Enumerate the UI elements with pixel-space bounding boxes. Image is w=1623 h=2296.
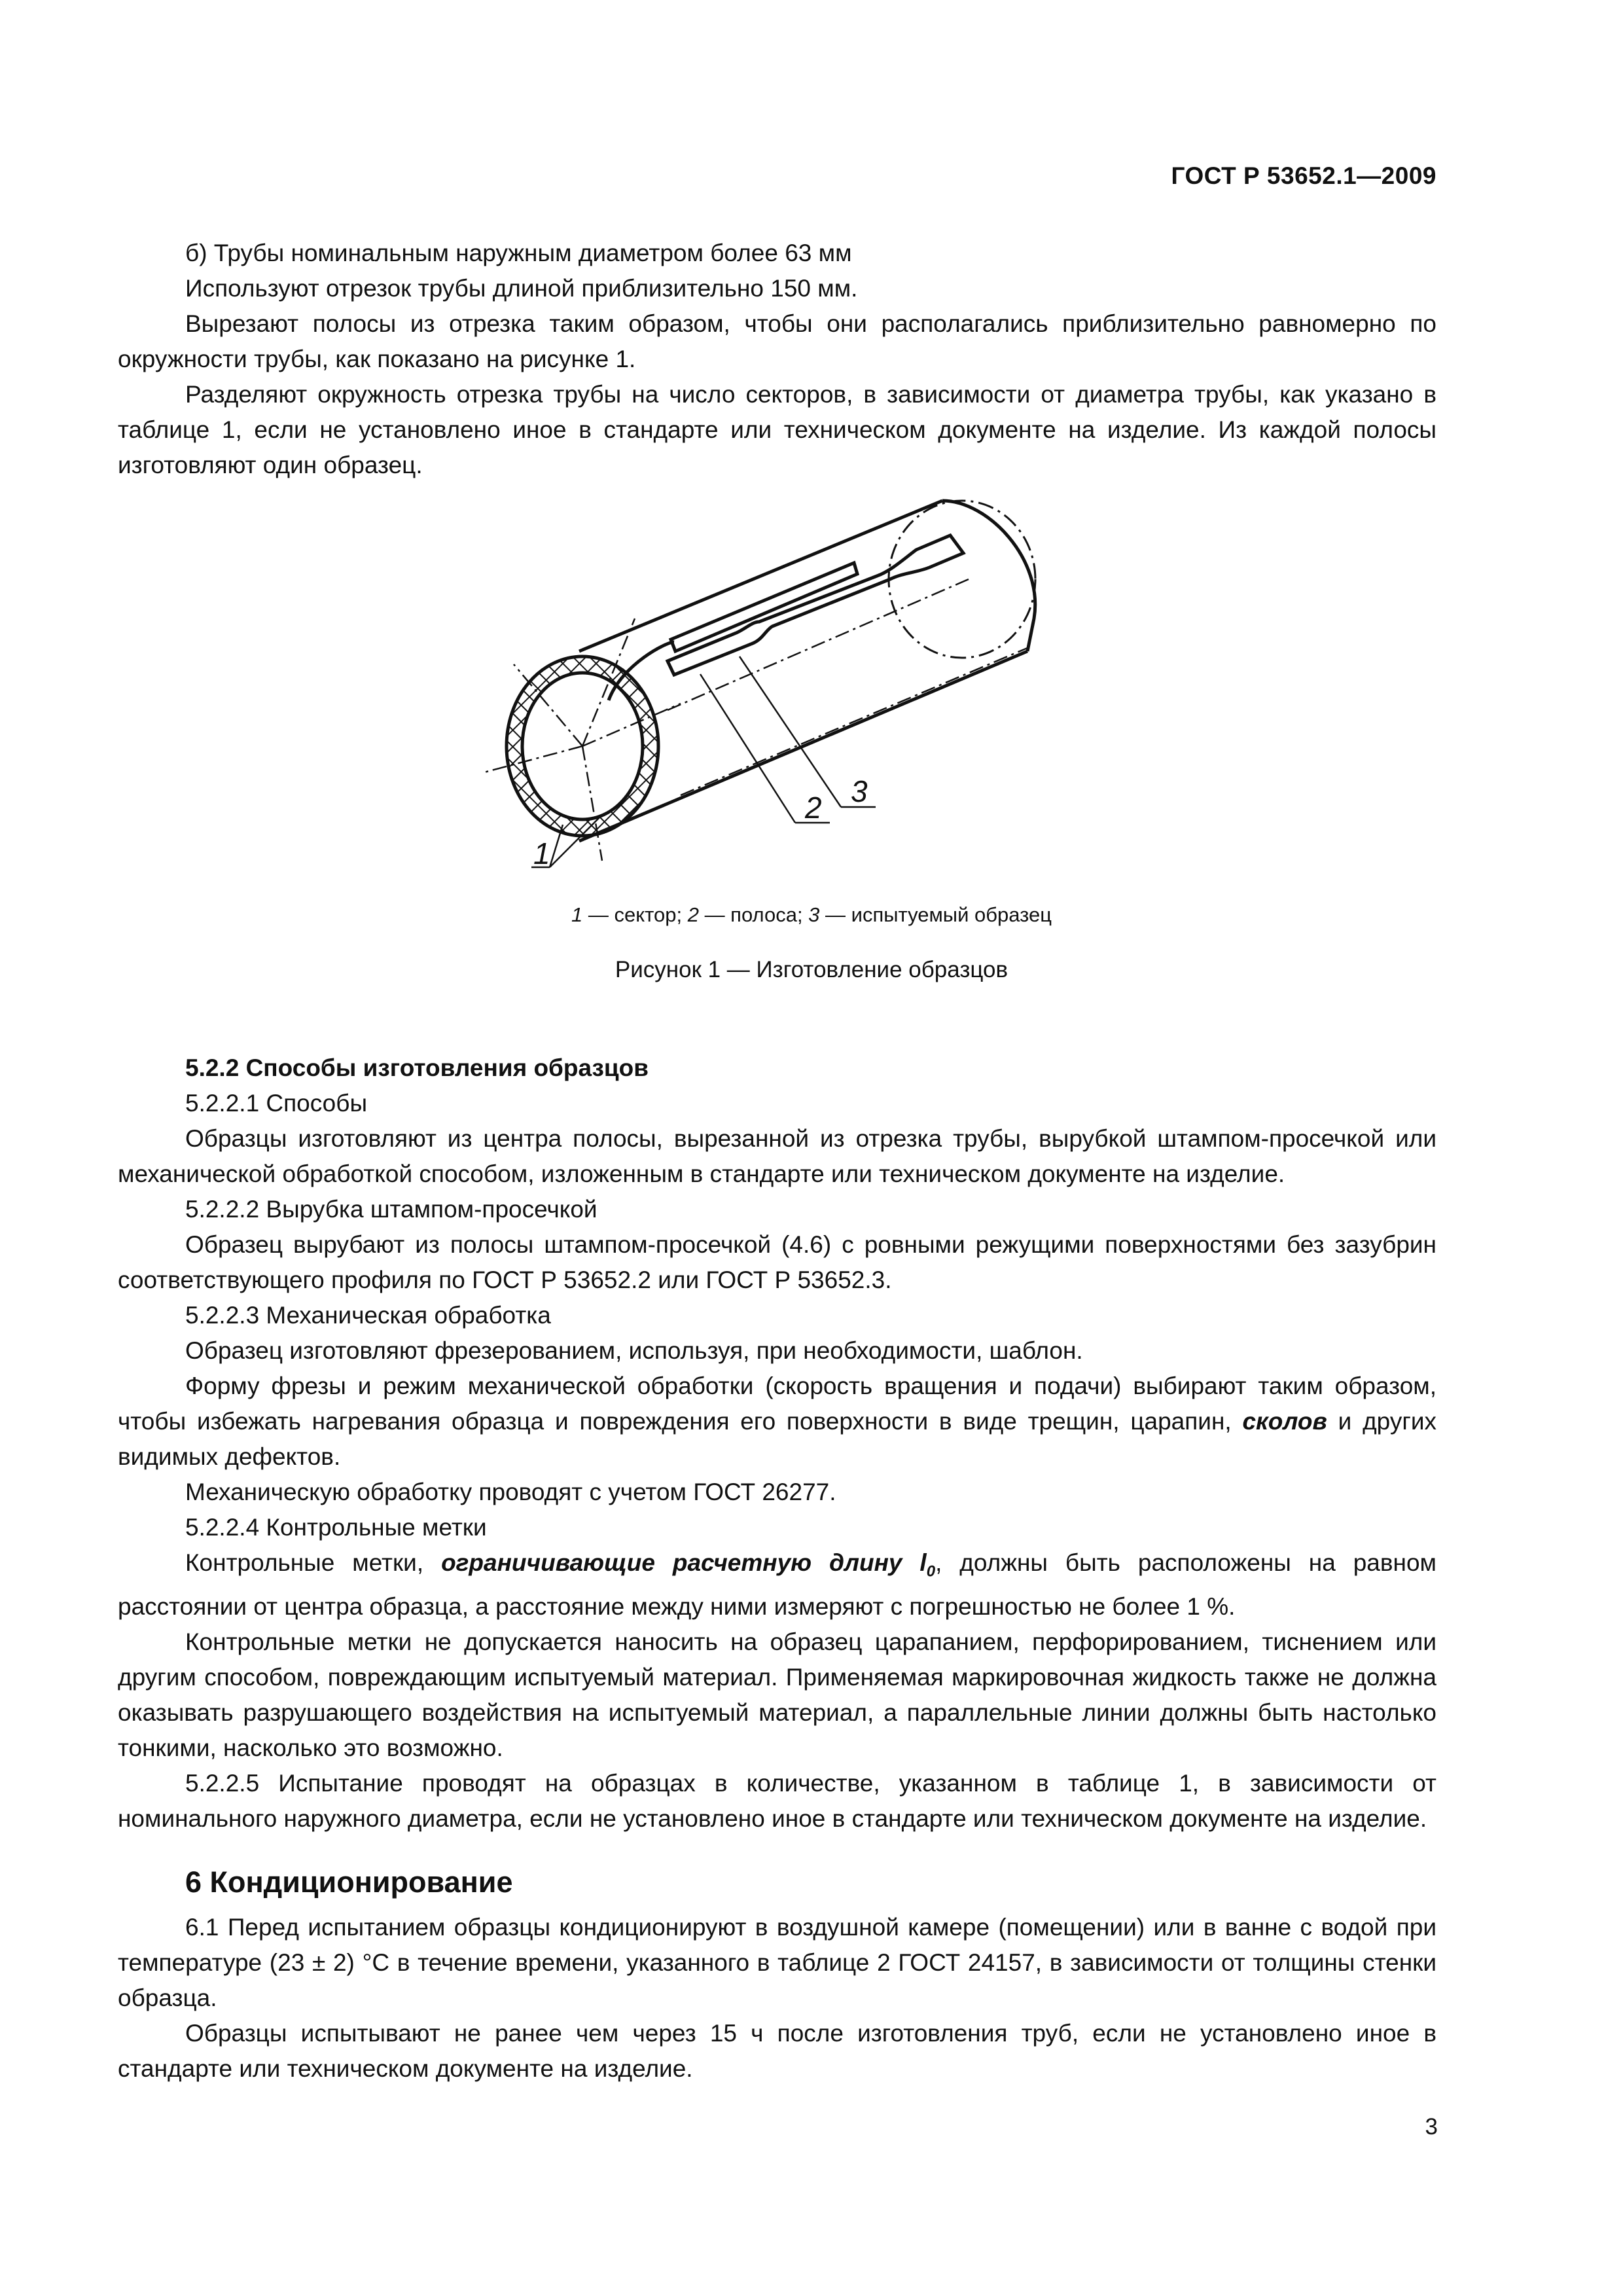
paragraph: [118, 1545, 1436, 1624]
emphasis-text: ограничивающие расчетную длину l: [441, 1549, 927, 1576]
page-number: 3: [1425, 2114, 1438, 2140]
paragraph: Механическую обработку проводят с учетом ГОСТ 26277.: [185, 1479, 836, 1505]
legend-num-3: 3: [808, 903, 820, 926]
legend-num-1: 1: [571, 903, 583, 926]
paragraph: Образец вырубают из полосы штампом-просечкой (4.6) с ровными режущими поверхностями без зазубрин соответствующего профиля по ГОСТ Р 53652.2 или ГОСТ Р 53652.3.: [118, 1231, 1436, 1293]
legend-num-2: 2: [687, 903, 699, 926]
paragraph: б) Трубы номинальным наружным диаметром более 63 мм: [185, 240, 852, 266]
legend-text-3: — испытуемый образец: [819, 903, 1052, 926]
document-code: ГОСТ Р 53652.1—2009: [1171, 162, 1436, 189]
paragraph: Образцы изготовляют из центра полосы, вырезанной из отрезка трубы, вырубкой штампом-просечкой или механической обработкой способом, изложенным в стандарте или техническом документе на изделие.: [118, 1125, 1436, 1187]
subsection-title: 5.2.2.3 Механическая обработка: [185, 1302, 551, 1329]
paragraph: Разделяют окружность отрезка трубы на число секторов, в зависимости от диаметра трубы, как указано в таблице 1, если не установлено иное в стандарте или техническом документе на изделие. Из каждой полосы изготовляют один образец.: [118, 381, 1436, 478]
paragraph: [118, 1369, 1436, 1475]
subsection-title: 5.2.2.1 Способы: [185, 1090, 368, 1117]
label-3: 3: [851, 774, 868, 808]
text-run: Форму фрезы и режим механической обработки (скорость вращения и подачи) выбирают таким образом, чтобы избежать нагревания образца и повреждения его поверхности в виде трещин, царапин,: [118, 1372, 1436, 1435]
paragraph: Используют отрезок трубы длиной приблизительно 150 мм.: [185, 275, 858, 302]
text-run: , должны быть расположены на равном расстоянии от центра образца, а расстояние между ними измеряют с погрешностью не более 1 %.: [118, 1549, 1436, 1621]
label-1: 1: [533, 836, 550, 870]
pipe-figure: [471, 488, 1086, 893]
section-heading: 5.2.2 Способы изготовления образцов: [185, 1054, 649, 1081]
paragraph: Контрольные метки не допускается наносить на образец царапанием, перфорированием, тиснением или другим способом, повреждающим испытуемый материал. Применяемая маркировочная жидкость также не должна оказывать разрушающего воздействия на испытуемый материал, а параллельные линии должны быть настолько тонкими, насколько это возможно.: [118, 1628, 1436, 1762]
legend-text-2: — полоса;: [698, 903, 809, 926]
far-end-dashed-circle: [889, 501, 1035, 658]
figure-legend: [0, 903, 1623, 927]
figure-title: Рисунок 1 — Изготовление образцов: [615, 957, 1008, 982]
paragraph: 6.1 Перед испытанием образцы кондиционируют в воздушной камере (помещении) или в ванне с водой при температуре (23 ± 2) °С в течение времени, указанного в таблице 2 ГОСТ 24157, в зависимости от толщины стенки образца.: [118, 1914, 1436, 2012]
paragraph: Образец изготовляют фрезерованием, используя, при необходимости, шаблон.: [185, 1337, 1083, 1364]
paragraph: 5.2.2.5 Испытание проводят на образцах в количестве, указанном в таблице 1, в зависимости от номинального наружного диаметра, если не установлено иное в стандарте или техническом документе на изделие.: [118, 1770, 1436, 1833]
text-run: и других видимых дефектов.: [118, 1408, 1436, 1470]
subsection-title: 5.2.2.4 Контрольные метки: [185, 1514, 487, 1541]
section-heading: 6 Кондиционирование: [185, 1865, 513, 1899]
test-specimen: [668, 535, 963, 675]
text-run: Контрольные метки,: [185, 1549, 442, 1576]
subsection-title: 5.2.2.2 Вырубка штампом-просечкой: [185, 1196, 597, 1223]
label-2: 2: [805, 791, 822, 825]
emphasis-text: сколов: [1242, 1408, 1327, 1435]
strip: [609, 563, 857, 700]
legend-text-1: — сектор;: [582, 903, 688, 926]
intro-text: [118, 236, 1436, 483]
paragraph: Вырезают полосы из отрезка таким образом, чтобы они располагались приблизительно равномерно по окружности трубы, как показано на рисунке 1.: [118, 310, 1436, 372]
section-5-2-2: [118, 1050, 1436, 2087]
paragraph: Образцы испытывают не ранее чем через 15 ч после изготовления труб, если не установлено иное в стандарте или техническом документе на изделие.: [118, 2020, 1436, 2083]
subscript: 0: [926, 1562, 936, 1581]
